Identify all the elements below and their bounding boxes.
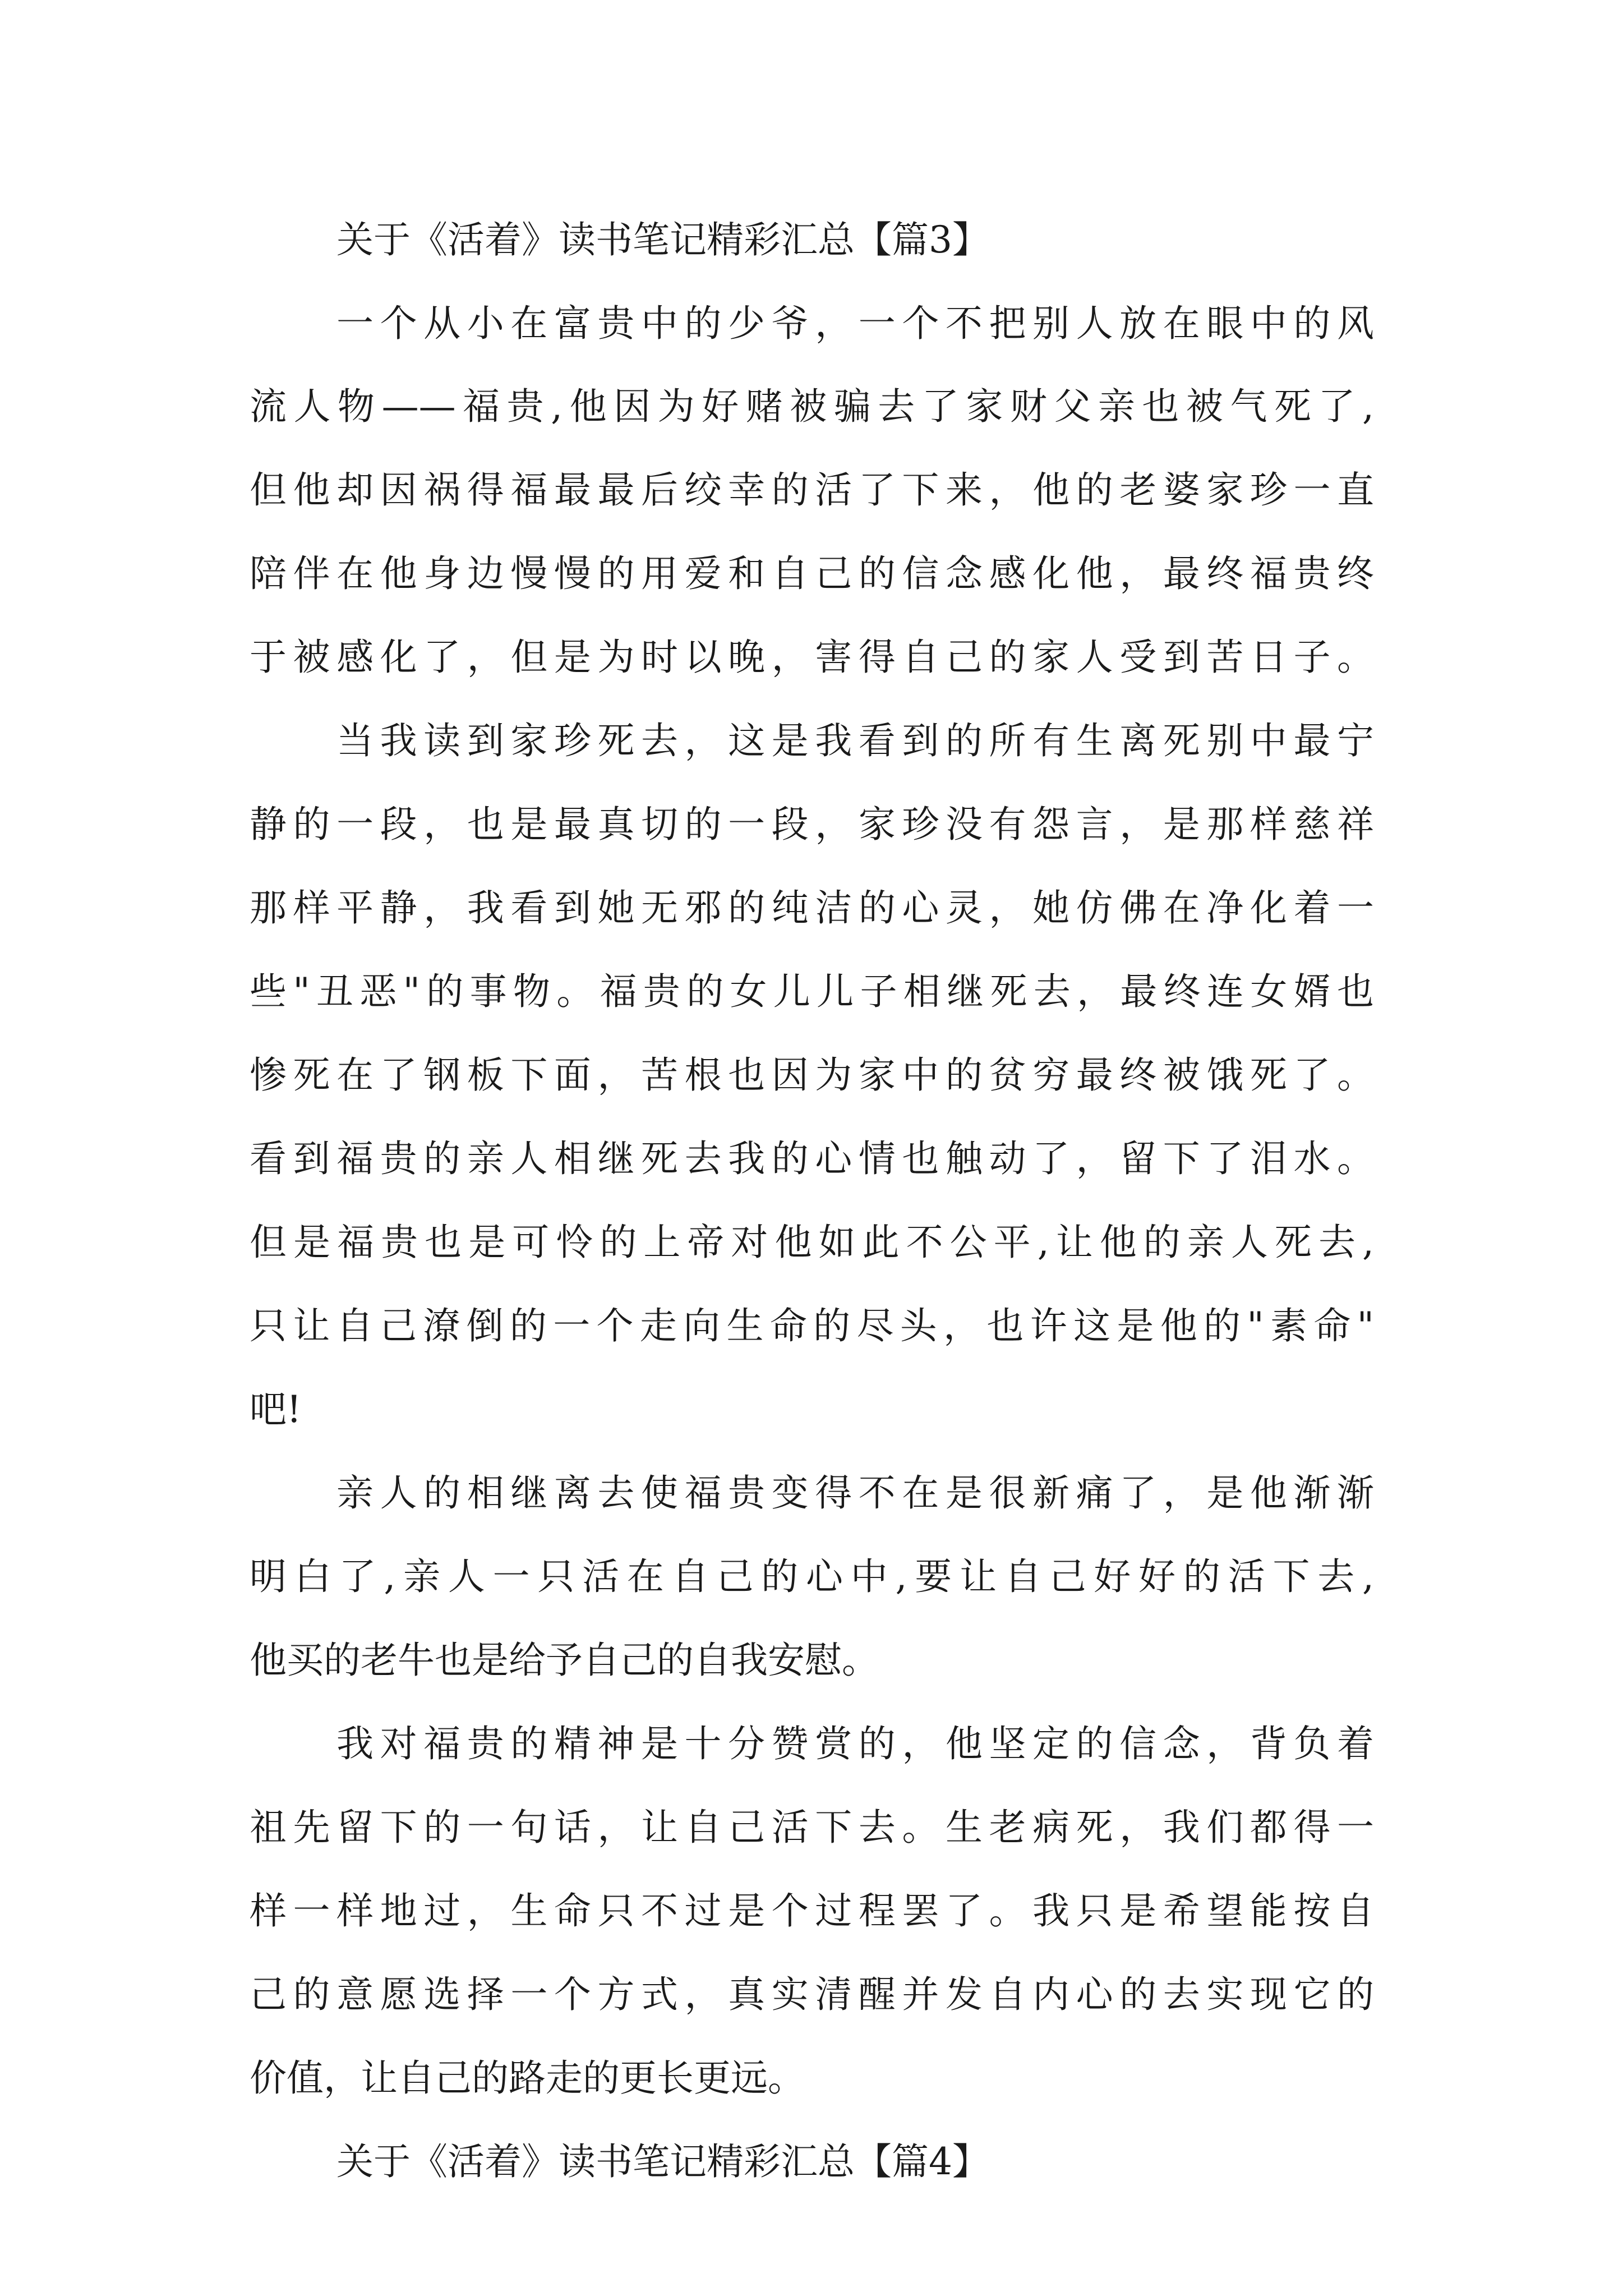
paragraph-4-line-5: 价值，让自己的路走的更长更远。: [250, 2056, 805, 2100]
paragraph-4-line-4: 己的意愿选择一个方式，真实清醒并发自内心的去实现它的: [250, 1973, 1374, 2016]
section-heading-4: 关于《活着》读书笔记精彩汇总【篇4】: [336, 2140, 989, 2183]
paragraph-1-line-4: 陪伴在他身边慢慢的用爱和自己的信念感化他，最终福贵终: [250, 552, 1374, 595]
paragraph-2-line-6: 看到福贵的亲人相继死去我的心情也触动了，留下了泪水。: [250, 1137, 1374, 1180]
paragraph-1-line-3: 但他却因祸得福最最后绞幸的活了下来，他的老婆家珍一直: [250, 468, 1374, 512]
paragraph-2-line-9: 吧!: [250, 1388, 302, 1431]
paragraph-1-line-5: 于被感化了，但是为时以晚，害得自己的家人受到苦日子。: [250, 636, 1374, 679]
paragraph-2-line-7: 但是福贵也是可怜的上帝对他如此不公平,让他的亲人死去,: [250, 1221, 1374, 1264]
paragraph-2-line-8: 只让自己潦倒的一个走向生命的尽头，也许这是他的"素命": [250, 1304, 1374, 1347]
paragraph-4-line-2: 祖先留下的一句话，让自己活下去。生老病死，我们都得一: [250, 1806, 1374, 1849]
paragraph-1-line-1: 一个从小在富贵中的少爷，一个不把别人放在眼中的风: [336, 302, 1374, 345]
paragraph-3-line-3: 他买的老牛也是给予自己的自我安慰。: [250, 1639, 879, 1682]
paragraph-3-line-1: 亲人的相继离去使福贵变得不在是很新痛了，是他渐渐: [336, 1471, 1374, 1515]
paragraph-2-line-2: 静的一段，也是最真切的一段，家珍没有怨言，是那样慈祥: [250, 803, 1374, 846]
paragraph-2-line-5: 惨死在了钢板下面，苦根也因为家中的贫穷最终被饿死了。: [250, 1053, 1374, 1097]
section-heading-3: 关于《活着》读书笔记精彩汇总【篇3】: [336, 218, 989, 261]
paragraph-1-line-2: 流人物——福贵,他因为好赌被骗去了家财父亲也被气死了,: [250, 385, 1374, 428]
paragraph-2-line-4: 些"丑恶"的事物。福贵的女儿儿子相继死去，最终连女婿也: [250, 970, 1374, 1013]
paragraph-4-line-3: 样一样地过，生命只不过是个过程罢了。我只是希望能按自: [250, 1889, 1374, 1932]
paragraph-4-line-1: 我对福贵的精神是十分赞赏的，他坚定的信念，背负着: [336, 1722, 1374, 1765]
paragraph-2-line-3: 那样平静，我看到她无邪的纯洁的心灵，她仿佛在净化着一: [250, 886, 1374, 930]
paragraph-3-line-2: 明白了,亲人一只活在自己的心中,要让自己好好的活下去,: [250, 1555, 1374, 1598]
paragraph-2-line-1: 当我读到家珍死去，这是我看到的所有生离死别中最宁: [336, 719, 1374, 762]
